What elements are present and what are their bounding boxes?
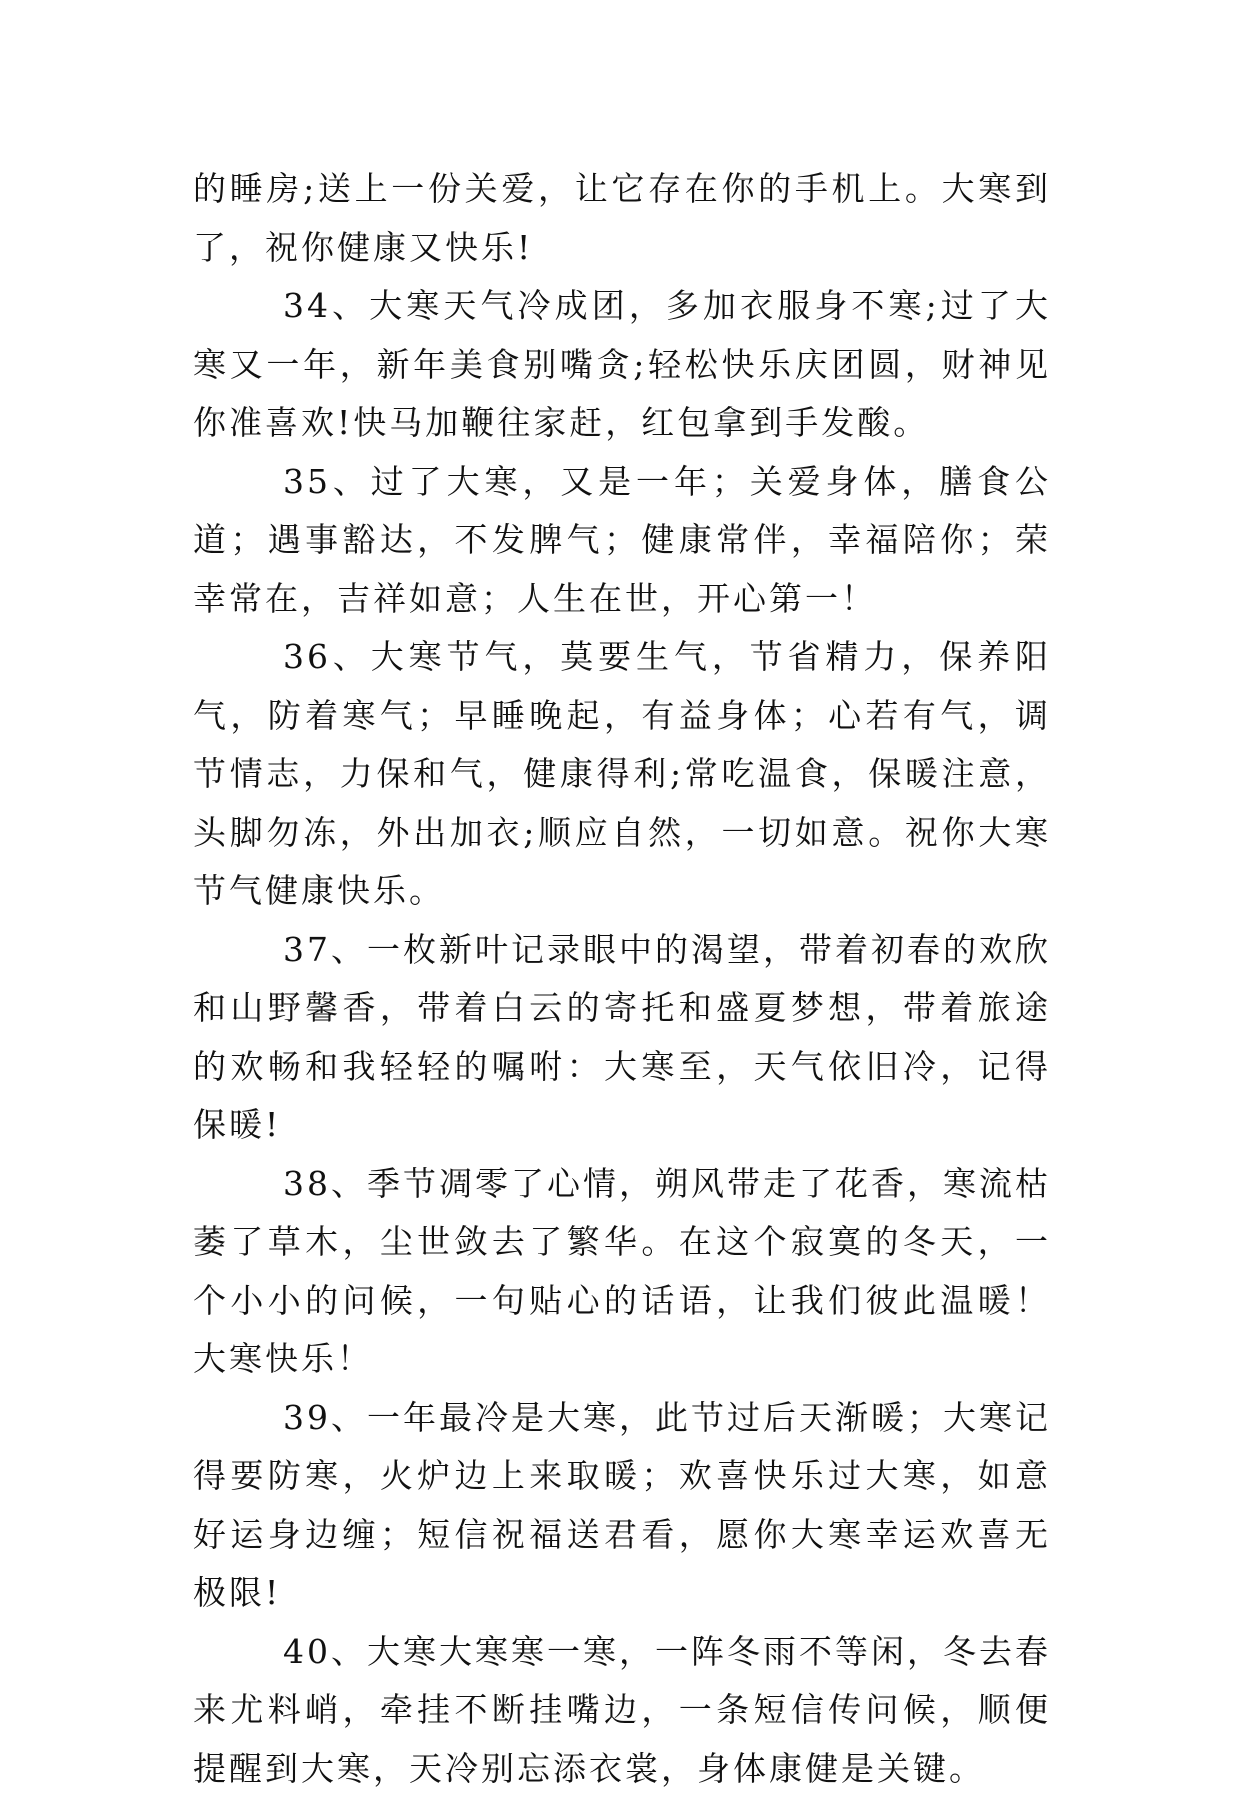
paragraph-35: 35、过了大寒，又是一年；关爱身体，膳食公道；遇事豁达，不发脾气；健康常伴，幸福陪你；荣幸常在，吉祥如意；人生在世，开心第一！ bbox=[193, 453, 1051, 629]
paragraph-39: 39、一年最冷是大寒，此节过后天渐暖；大寒记得要防寒，火炉边上来取暖；欢喜快乐过大寒，如意好运身边缠；短信祝福送君看，愿你大寒幸运欢喜无极限! bbox=[193, 1389, 1051, 1623]
document-page bbox=[193, 160, 1051, 1798]
paragraph-40: 40、大寒大寒寒一寒，一阵冬雨不等闲，冬去春来尤料峭，牵挂不断挂嘴边，一条短信传问候，顺便提醒到大寒，天冷别忘添衣裳，身体康健是关键。 bbox=[193, 1623, 1051, 1798]
paragraph-34: 34、大寒天气冷成团，多加衣服身不寒;过了大寒又一年，新年美食别嘴贪;轻松快乐庆团圆，财神见你准喜欢!快马加鞭往家赶，红包拿到手发酸。 bbox=[193, 277, 1051, 453]
paragraph-33-continuation: 的睡房;送上一份关爱，让它存在你的手机上。大寒到了，祝你健康又快乐! bbox=[193, 160, 1051, 277]
paragraph-38: 38、季节凋零了心情，朔风带走了花香，寒流枯萎了草木，尘世敛去了繁华。在这个寂寞的冬天，一个小小的问候，一句贴心的话语，让我们彼此温暖！大寒快乐！ bbox=[193, 1155, 1051, 1389]
paragraph-36: 36、大寒节气，莫要生气，节省精力，保养阳气，防着寒气；早睡晚起，有益身体；心若有气，调节情志，力保和气，健康得利;常吃温食，保暖注意，头脚勿冻，外出加衣;顺应自然，一切如意。祝你大寒节气健康快乐。 bbox=[193, 628, 1051, 921]
paragraph-37: 37、一枚新叶记录眼中的渴望，带着初春的欢欣和山野馨香，带着白云的寄托和盛夏梦想，带着旅途的欢畅和我轻轻的嘱咐：大寒至，天气依旧冷，记得保暖! bbox=[193, 921, 1051, 1155]
